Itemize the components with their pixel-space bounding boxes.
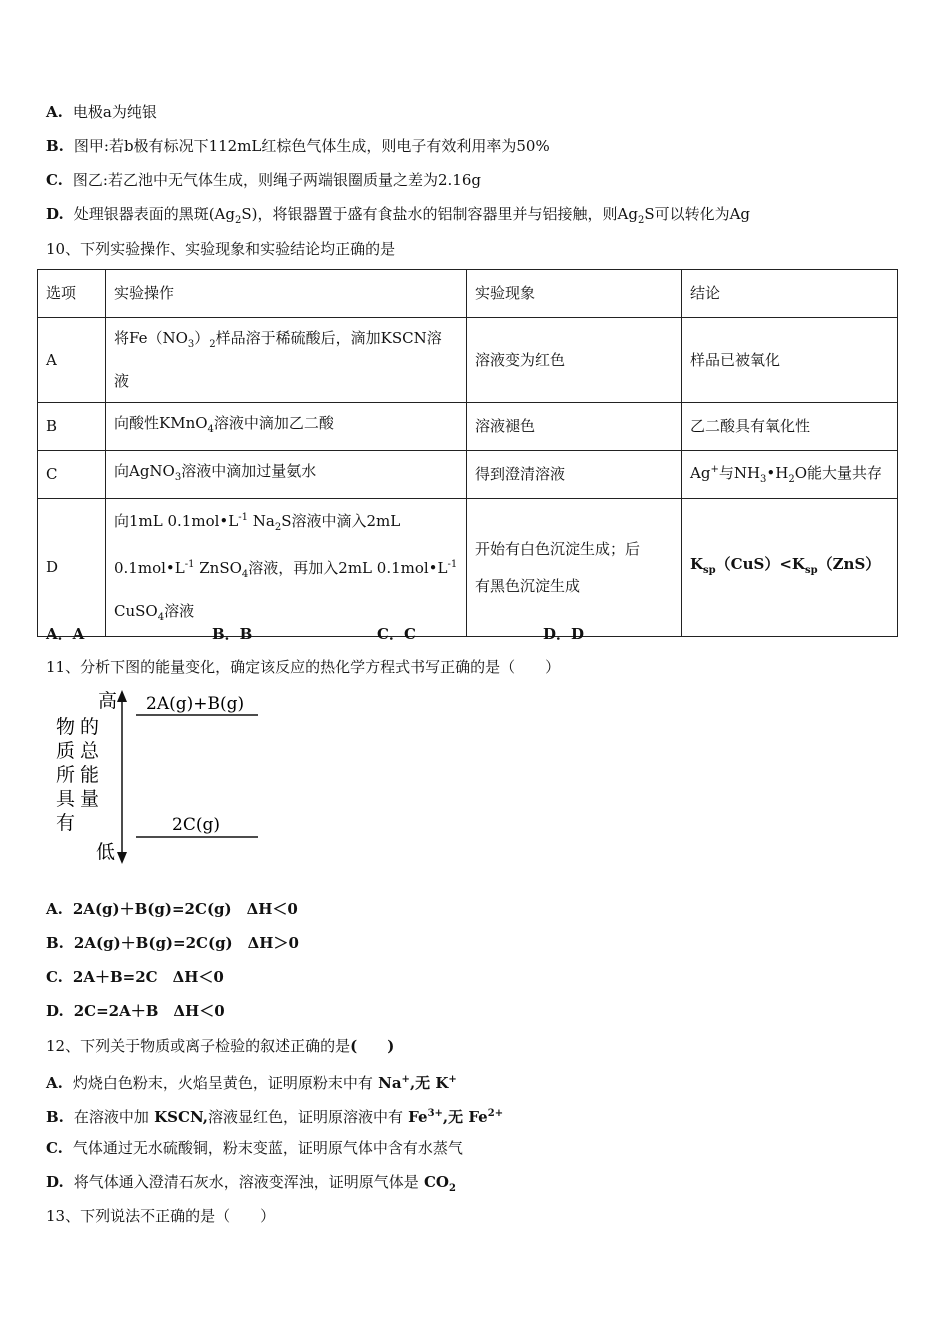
row-c-operation: 向AgNO$_3$溶液中滴加过量氨水 — [106, 451, 467, 499]
row-b-operation: 向酸性KMnO$_4$溶液中滴加乙二酸 — [106, 403, 467, 451]
table-row-b — [38, 403, 898, 451]
row-c-conclusion: Ag+与$NH_3•H_2O$能大量共存 — [682, 451, 898, 499]
q11-stem: 11、分析下图的能量变化，确定该反应的热化学方程式书写正确的是（ ） — [46, 658, 561, 676]
axis-char: 总 — [80, 740, 100, 762]
label-low: 低 — [96, 841, 116, 863]
q9-option-a-text: 电极a为纯银 — [72, 103, 157, 121]
axis-char: 物 — [56, 716, 76, 738]
q11-option-b: B. 2A(g)＋B(g)=2C(g) ΔH＞0 — [46, 934, 299, 952]
q10-table — [37, 269, 898, 637]
row-a-conclusion: 样品已被氧化 — [682, 318, 898, 403]
q12-option-c: C. 气体通过无水硫酸铜，粉末变蓝，证明原气体中含有水蒸气 — [46, 1139, 463, 1157]
q9-option-d-text: 处理银器表面的黑斑$(Ag_2S)$，将银器置于盛有食盐水的铝制容器里并与铝接触，则$Ag_2S$可以转化为Ag — [73, 205, 751, 226]
energy-diagram — [50, 688, 280, 868]
row-d-option: D — [38, 499, 106, 637]
q11-option-a: A. 2A(g)＋B(g)=2C(g) ΔH＜0 — [46, 900, 298, 918]
row-a-operation: 将$Fe(NO_3)_2$样品溶于稀硫酸后，滴加KSCN溶 液 — [106, 318, 467, 403]
upper-level-label: 2A(g)+B(g) — [146, 694, 245, 714]
axis-char: 具 — [56, 788, 76, 810]
header-conclusion: 结论 — [682, 270, 898, 318]
row-a-phenomenon: 溶液变为红色 — [467, 318, 682, 403]
q10-stem: 10、下列实验操作、实验现象和实验结论均正确的是 — [46, 240, 396, 258]
q9-option-d-label: D. — [46, 205, 64, 223]
row-d-operation: 向1mL $0.1mol•L^{-1}$ $Na_2S$溶液中滴入2mL $0.1mol•L^{-1}$ ZnSO$_4$溶液，再加入2mL $0.1mol•L^{-1}$ CuSO$_4$溶液 — [106, 499, 467, 637]
axis-char: 有 — [56, 812, 76, 834]
header-operation: 实验操作 — [106, 270, 467, 318]
q12-stem: 12、下列关于物质或离子检验的叙述正确的是( ) — [46, 1037, 395, 1055]
axis-title — [56, 716, 100, 834]
q11-option-d: D. 2C=2A＋B ΔH＜0 — [46, 1002, 225, 1020]
row-b-phenomenon: 溶液褪色 — [467, 403, 682, 451]
q9-option-a-label: A. — [46, 103, 63, 121]
header-option: 选项 — [38, 270, 106, 318]
q9-option-a — [46, 102, 157, 122]
table-row-d — [38, 499, 898, 637]
q10-choice-d: D．D — [543, 625, 585, 643]
row-d-phenomenon: 开始有白色沉淀生成；后 有黑色沉淀生成 — [467, 499, 682, 637]
row-b-conclusion: 乙二酸具有氧化性 — [682, 403, 898, 451]
axis-arrow-up — [117, 690, 127, 702]
row-b-option: B — [38, 403, 106, 451]
row-a-option: A — [38, 318, 106, 403]
q10-choice-a: A．A — [46, 625, 85, 643]
q9-option-b — [46, 136, 550, 156]
row-c-phenomenon: 得到澄清溶液 — [467, 451, 682, 499]
header-phenomenon: 实验现象 — [467, 270, 682, 318]
q10-choice-b: B．B — [212, 625, 253, 643]
table-row-c — [38, 451, 898, 499]
q11-option-c: C. 2A＋B=2C ΔH＜0 — [46, 968, 224, 986]
row-c-option: C — [38, 451, 106, 499]
q9-option-b-text: 图甲:若b极有标况下112mL红棕色气体生成，则电子有效利用率为50% — [73, 137, 550, 155]
q10-choice-c: C．C — [377, 625, 416, 643]
table-header-row — [38, 270, 898, 318]
q13-stem: 13、下列说法不正确的是（ ） — [46, 1207, 276, 1225]
q9-option-b-label: B. — [46, 137, 64, 155]
label-high: 高 — [98, 690, 118, 712]
axis-arrow-down — [117, 852, 127, 864]
q12-option-a: A. 灼烧白色粉末，火焰呈黄色，证明原粉末中有 Na+,无 K+ — [46, 1074, 457, 1092]
table-row-a — [38, 318, 898, 403]
q9-option-c-text: 图乙:若乙池中无气体生成，则绳子两端银圈质量之差为2.16g — [72, 171, 481, 189]
q9-option-d — [46, 204, 750, 231]
axis-char: 所 — [56, 764, 76, 786]
q9-option-c-label: C. — [46, 171, 63, 189]
lower-level-label: 2C(g) — [172, 815, 220, 835]
q10-choices — [46, 623, 646, 645]
q12-option-d: D. 将气体通入澄清石灰水，溶液变浑浊，证明原气体是 $CO_2$ — [46, 1173, 456, 1194]
q9-option-c — [46, 170, 481, 190]
row-d-conclusion: $K_{sp}(CuS)<K_{sp}(ZnS)$ — [682, 499, 898, 637]
axis-char: 能 — [80, 764, 100, 786]
axis-char: 量 — [80, 788, 100, 810]
q12-option-b: B. 在溶液中加 KSCN,溶液显红色，证明原溶液中有 $Fe^{3+}$,无 $Fe^{2+}$ — [46, 1108, 504, 1126]
axis-char: 的 — [80, 716, 100, 738]
axis-char: 质 — [56, 740, 76, 762]
